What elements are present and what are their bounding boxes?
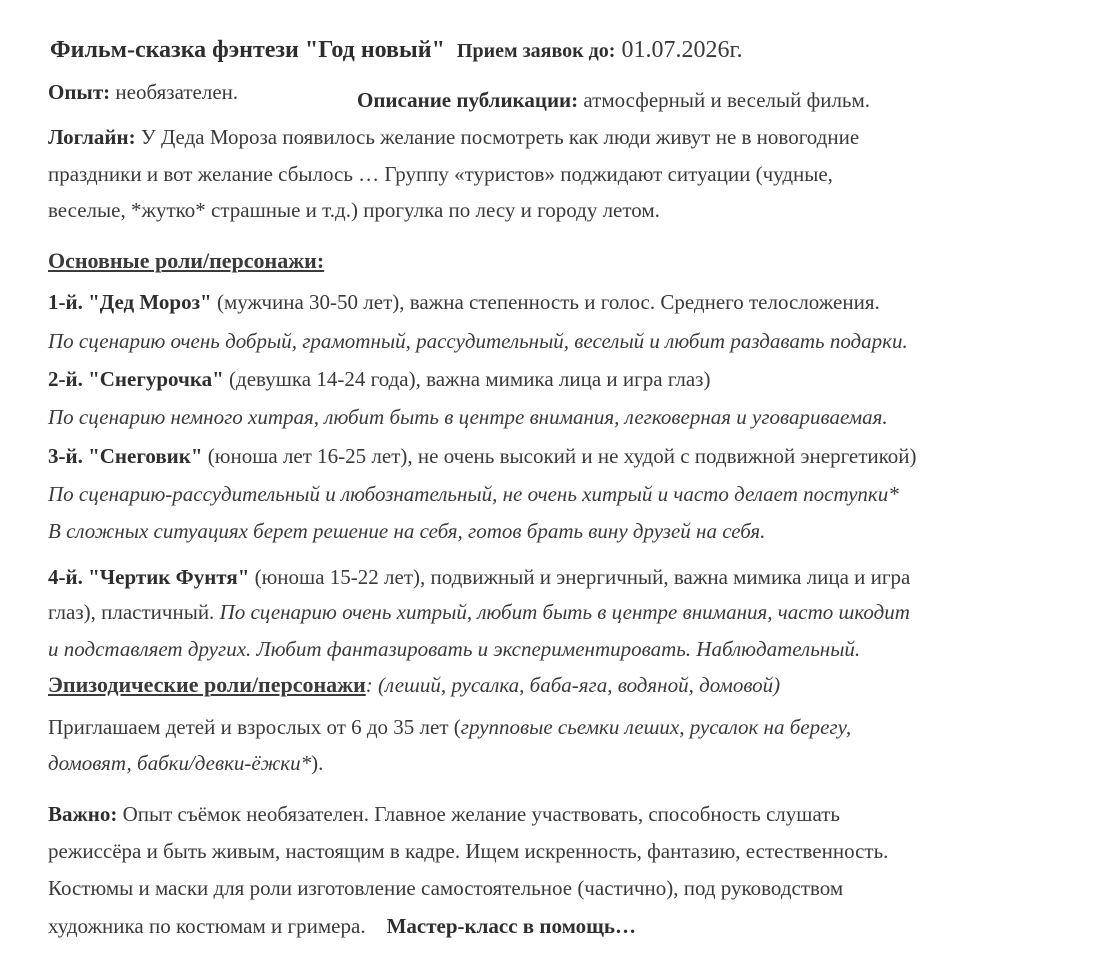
logline-line-2: праздники и вот желание сбылось … Группу «туристов» поджидают ситуации (чудные, [48, 162, 833, 186]
role-1 [48, 290, 880, 314]
role-script: и подставляет других. Любит фантазировать и экспериментировать. Наблюдательный. [48, 637, 861, 661]
role-2 [48, 367, 710, 391]
logline-line-1 [48, 125, 859, 149]
role-script: В сложных ситуациях берет решение на себя, готов брать вину друзей на себя. [48, 519, 766, 543]
role-name: "Чертик Фунтя" [88, 565, 250, 589]
role-desc: глаз), пластичный. [48, 600, 215, 624]
important-line-2: режиссёра и быть живым, настоящим в кадре. Ищем искренность, фантазию, естественность. [48, 839, 889, 863]
deadline-value: 01.07.2026г. [621, 37, 743, 63]
important-line-3: Костюмы и маски для роли изготовление самостоятельное (частично), под руководством [48, 876, 844, 900]
film-title: Фильм-сказка фэнтези "Год новый" [50, 37, 445, 63]
role-desc: (юноша лет 16-25 лет), не очень высокий и не худой с подвижной энергетикой) [207, 444, 917, 468]
important-text: художника по костюмам и гримера. [48, 914, 366, 938]
role-number: 3-й. [48, 444, 83, 468]
logline-text: У Деда Мороза появилось желание посмотреть как люди живут не в новогодние [140, 125, 860, 149]
important-line-1 [48, 802, 840, 826]
role-4-line-2 [48, 600, 910, 624]
page-title-line [50, 38, 743, 63]
main-roles-heading: Основные роли/персонажи: [48, 248, 325, 273]
role-script: По сценарию очень хитрый, любит быть в центре внимания, часто шкодит [219, 600, 910, 624]
important-line-4 [48, 914, 636, 938]
episodic-invite-2 [48, 751, 323, 775]
role-3-script-2 [48, 519, 765, 543]
experience-label: Опыт: [48, 80, 111, 104]
master-class-note: Мастер-класс в помощь… [386, 914, 636, 938]
role-desc: (мужчина 30-50 лет), важна степенность и голос. Среднего телосложения. [216, 290, 880, 314]
episodic-line [48, 673, 780, 697]
logline-label: Логлайн: [48, 125, 136, 149]
experience-line [48, 80, 238, 104]
deadline-label: Прием заявок до: [456, 40, 616, 62]
role-script: По сценарию очень добрый, грамотный, рассудительный, веселый и любит раздавать подарки. [48, 329, 908, 353]
description-label: Описание публикации: [357, 88, 579, 112]
logline-line-3: веселые, *жутко* страшные и т.д.) прогулка по лесу и городу летом. [48, 198, 660, 222]
role-script: По сценарию немного хитрая, любит быть в центре внимания, легковерная и уговариваемая. [48, 405, 888, 429]
invite-text: Приглашаем детей и взрослых от 6 до 35 лет ( [48, 715, 461, 739]
role-3 [48, 444, 917, 468]
role-4 [48, 565, 910, 589]
role-4-script-2 [48, 637, 860, 661]
experience-value: необязателен. [115, 80, 239, 104]
role-name: "Снеговик" [88, 444, 203, 468]
role-script: По сценарию-рассудительный и любознательный, не очень хитрый и часто делает поступки* [48, 482, 899, 506]
role-number: 1-й. [48, 290, 83, 314]
important-text: Опыт съёмок необязателен. Главное желание участвовать, способность слушать [122, 802, 840, 826]
episodic-list: : (леший, русалка, баба-яга, водяной, домовой) [365, 673, 781, 697]
important-label: Важно: [48, 802, 118, 826]
role-2-script [48, 405, 888, 429]
description-line [357, 88, 870, 112]
role-desc: (девушка 14-24 года), важна мимика лица и игра глаз) [229, 367, 711, 391]
role-name: "Дед Мороз" [88, 290, 212, 314]
role-desc: (юноша 15-22 лет), подвижный и энергичный, важна мимика лица и игра [254, 565, 911, 589]
role-number: 4-й. [48, 565, 83, 589]
role-1-script [48, 329, 908, 353]
invite-end: ). [311, 751, 324, 775]
invite-italic: групповые сьемки леших, русалок на берегу, [460, 715, 852, 739]
role-name: "Снегурочка" [88, 367, 224, 391]
role-3-script-1 [48, 482, 899, 506]
episodic-invite [48, 715, 851, 739]
invite-italic: домовят, бабки/девки-ёжки* [48, 751, 312, 775]
description-value: атмосферный и веселый фильм. [583, 88, 871, 112]
episodic-heading: Эпизодические роли/персонажи [48, 672, 366, 697]
role-number: 2-й. [48, 367, 83, 391]
